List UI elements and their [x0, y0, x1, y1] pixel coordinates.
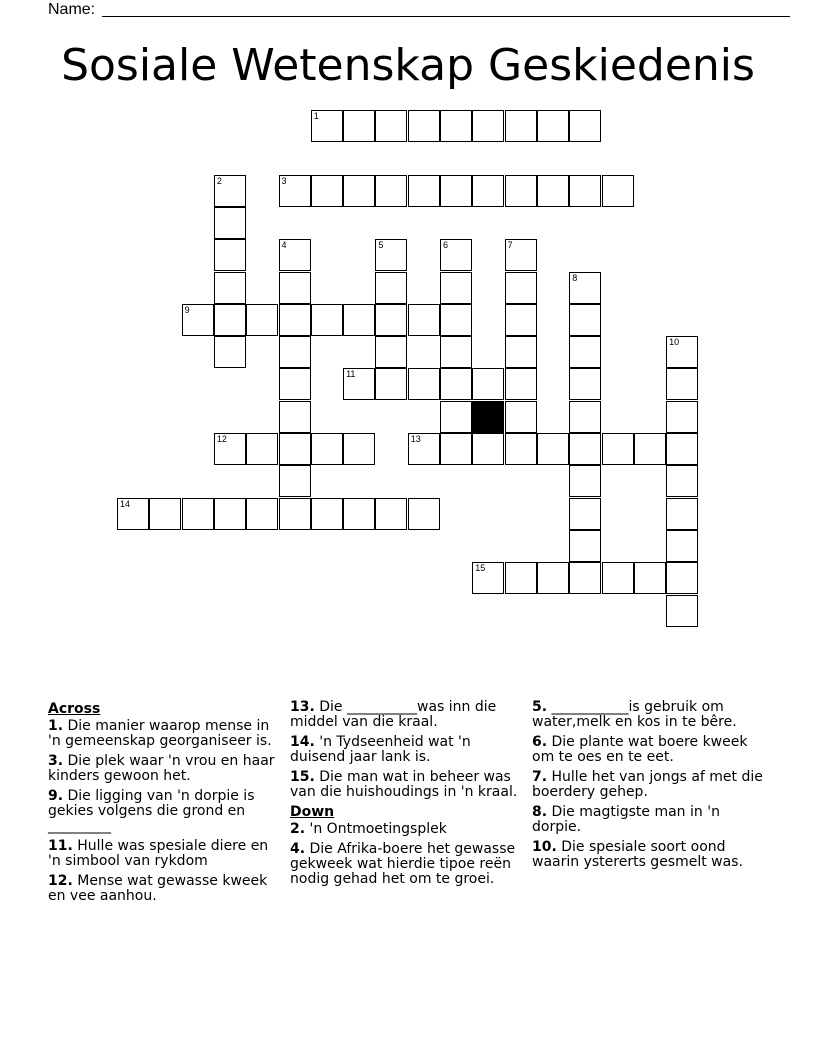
black-square — [472, 401, 504, 433]
clue-number: 14. — [290, 734, 315, 750]
clue-item — [290, 700, 522, 730]
crossword-cell[interactable] — [569, 498, 601, 530]
crossword-cell[interactable] — [408, 498, 440, 530]
clue-item — [290, 770, 522, 800]
clue-number: 5. — [532, 699, 548, 715]
crossword-cell[interactable] — [279, 272, 311, 304]
crossword-cell[interactable] — [440, 304, 472, 336]
page-title: Sosiale Wetenskap Geskiedenis — [61, 40, 755, 91]
clue-text: Hulle was spesiale diere en 'n simbool van rykdom — [48, 838, 273, 869]
clue-number: 1. — [48, 718, 64, 734]
crossword-cell[interactable] — [214, 207, 246, 239]
clue-text: Die magtigste man in 'n dorpie. — [532, 804, 725, 835]
clue-number: 7. — [532, 769, 548, 785]
clue-text: Die plek waar 'n vrou en haar kinders gewoon het. — [48, 753, 279, 784]
crossword-cell[interactable] — [182, 498, 214, 530]
crossword-cell[interactable] — [214, 175, 246, 207]
clue-number: 15. — [290, 769, 315, 785]
crossword-cell[interactable] — [569, 368, 601, 400]
crossword-cell[interactable] — [214, 304, 246, 336]
cell-number: 13 — [410, 434, 421, 444]
crossword-cell[interactable] — [666, 530, 698, 562]
crossword-cell[interactable] — [569, 465, 601, 497]
clues-column-2 — [290, 700, 522, 892]
clue-number: 4. — [290, 841, 306, 857]
crossword-cell[interactable] — [182, 304, 214, 336]
crossword-cell[interactable] — [440, 272, 472, 304]
crossword-cell[interactable] — [279, 239, 311, 271]
across-heading: Across — [48, 701, 101, 717]
crossword-cell[interactable] — [537, 433, 569, 465]
crossword-cell[interactable] — [440, 175, 472, 207]
crossword-cell[interactable] — [343, 304, 375, 336]
clue-number: 13. — [290, 699, 315, 715]
clue-number: 9. — [48, 788, 64, 804]
crossword-cell[interactable] — [569, 272, 601, 304]
crossword-cell[interactable] — [666, 562, 698, 594]
crossword-cell[interactable] — [246, 304, 278, 336]
crossword-cell[interactable] — [569, 110, 601, 142]
crossword-cell[interactable] — [440, 433, 472, 465]
crossword-cell[interactable] — [634, 433, 666, 465]
crossword-cell[interactable] — [375, 336, 407, 368]
clue-text: Hulle het van jongs af met die boerdery gehep. — [532, 769, 768, 800]
crossword-cell[interactable] — [440, 110, 472, 142]
crossword-cell[interactable] — [279, 401, 311, 433]
crossword-cell[interactable] — [246, 433, 278, 465]
crossword-cell[interactable] — [602, 175, 634, 207]
crossword-cell[interactable] — [634, 562, 666, 594]
clue-item — [48, 789, 280, 834]
crossword-cell[interactable] — [666, 401, 698, 433]
crossword-cell[interactable] — [214, 498, 246, 530]
clue-number: 6. — [532, 734, 548, 750]
cell-number: 12 — [216, 434, 227, 444]
crossword-cell[interactable] — [505, 110, 537, 142]
crossword-cell[interactable] — [408, 304, 440, 336]
crossword-cell[interactable] — [311, 110, 343, 142]
down-heading: Down — [290, 804, 335, 820]
clue-text: Die __________was inn die middel van die kraal. — [290, 699, 501, 730]
crossword-cell[interactable] — [537, 562, 569, 594]
cell-number: 5 — [378, 240, 384, 251]
crossword-cell[interactable] — [149, 498, 181, 530]
clue-text: Mense wat gewasse kweek en vee aanhou. — [48, 873, 272, 904]
crossword-cell[interactable] — [569, 401, 601, 433]
crossword-cell[interactable] — [602, 562, 634, 594]
cell-number: 3 — [281, 175, 287, 186]
crossword-cell[interactable] — [343, 175, 375, 207]
crossword-cell[interactable] — [440, 401, 472, 433]
crossword-cell[interactable] — [472, 562, 504, 594]
crossword-cell[interactable] — [408, 110, 440, 142]
crossword-cell[interactable] — [343, 110, 375, 142]
clue-text: Die man wat in beheer was van die huishoudings in 'n kraal. — [290, 769, 518, 800]
crossword-cell[interactable] — [666, 336, 698, 368]
crossword-cell[interactable] — [246, 498, 278, 530]
crossword-cell[interactable] — [505, 175, 537, 207]
crossword-cell[interactable] — [311, 175, 343, 207]
cell-number: 1 — [313, 111, 319, 121]
clues-section — [48, 700, 778, 1000]
crossword-cell[interactable] — [505, 368, 537, 400]
crossword-cell[interactable] — [214, 239, 246, 271]
crossword-cell[interactable] — [505, 304, 537, 336]
crossword-cell[interactable] — [408, 175, 440, 207]
clue-text: Die ligging van 'n dorpie is gekies volgens die grond en _________ — [48, 788, 259, 834]
clue-item — [532, 735, 764, 765]
crossword-cell[interactable] — [117, 498, 149, 530]
cell-number: 6 — [443, 240, 449, 251]
crossword-cell[interactable] — [472, 433, 504, 465]
crossword-cell[interactable] — [214, 433, 246, 465]
cell-number: 14 — [120, 498, 131, 509]
crossword-cell[interactable] — [537, 110, 569, 142]
crossword-cell[interactable] — [375, 110, 407, 142]
crossword-cell[interactable] — [311, 433, 343, 465]
cell-number: 11 — [346, 369, 356, 380]
clue-number: 2. — [290, 821, 306, 837]
clue-text: Die Afrika-boere het gewasse gekweek wat hierdie tipoe reën nodig gehad het om te groei. — [290, 841, 520, 887]
clue-item — [290, 735, 522, 765]
crossword-cell[interactable] — [666, 595, 698, 627]
clue-number: 11. — [48, 838, 73, 854]
crossword-cell[interactable] — [440, 239, 472, 271]
crossword-cell[interactable] — [311, 498, 343, 530]
clue-item — [290, 822, 522, 837]
crossword-cell[interactable] — [569, 304, 601, 336]
clues-column-3 — [532, 699, 768, 875]
crossword-cell[interactable] — [343, 498, 375, 530]
crossword-cell[interactable] — [505, 239, 537, 271]
crossword-cell[interactable] — [569, 562, 601, 594]
crossword-cell[interactable] — [279, 368, 311, 400]
clue-text: Die manier waarop mense in 'n gemeenskap georganiseer is. — [48, 718, 274, 749]
cell-number: 10 — [669, 337, 680, 348]
clue-item — [532, 700, 764, 730]
crossword-cell[interactable] — [343, 433, 375, 465]
crossword-cell[interactable] — [214, 272, 246, 304]
crossword-cell[interactable] — [375, 272, 407, 304]
cell-number: 8 — [572, 272, 578, 283]
clue-item — [290, 842, 522, 887]
crossword-cell[interactable] — [375, 175, 407, 207]
clue-item — [48, 874, 280, 904]
crossword-cell[interactable] — [472, 368, 504, 400]
crossword-cell[interactable] — [279, 465, 311, 497]
crossword-cell[interactable] — [602, 433, 634, 465]
crossword-cell[interactable] — [569, 530, 601, 562]
crossword-cell[interactable] — [279, 304, 311, 336]
crossword-cell[interactable] — [569, 433, 601, 465]
clue-number: 12. — [48, 873, 73, 889]
crossword-cell[interactable] — [279, 175, 311, 207]
crossword-cell[interactable] — [569, 336, 601, 368]
crossword-cell[interactable] — [214, 336, 246, 368]
crossword-cell[interactable] — [279, 498, 311, 530]
name-label: Name: — [48, 1, 96, 18]
crossword-cell[interactable] — [311, 304, 343, 336]
crossword-cell[interactable] — [666, 465, 698, 497]
clue-text: 'n Tydseenheid wat 'n duisend jaar lank is. — [290, 734, 476, 765]
cell-number: 2 — [216, 175, 222, 186]
crossword-cell[interactable] — [505, 272, 537, 304]
crossword-cell[interactable] — [375, 304, 407, 336]
crossword-cell[interactable] — [440, 336, 472, 368]
crossword-cell[interactable] — [440, 368, 472, 400]
crossword-cell[interactable] — [505, 401, 537, 433]
crossword-cell[interactable] — [505, 433, 537, 465]
crossword-cell[interactable] — [375, 498, 407, 530]
cell-number: 15 — [475, 563, 486, 574]
clues-column-1 — [48, 700, 280, 909]
clue-item — [48, 719, 280, 749]
clue-item — [532, 805, 764, 835]
crossword-cell[interactable] — [375, 239, 407, 271]
crossword-cell[interactable] — [505, 562, 537, 594]
crossword-cell[interactable] — [569, 175, 601, 207]
clue-number: 8. — [532, 804, 548, 820]
crossword-cell[interactable] — [279, 433, 311, 465]
clue-text: Die plante wat boere kweek om te oes en te eet. — [532, 734, 752, 765]
crossword-cell[interactable] — [666, 368, 698, 400]
crossword-cell[interactable] — [408, 368, 440, 400]
crossword-cell[interactable] — [279, 336, 311, 368]
clue-item — [48, 839, 280, 869]
crossword-cell[interactable] — [537, 175, 569, 207]
clue-text: ___________is gebruik om water,melk en kos in te bêre. — [532, 699, 737, 730]
clue-item — [48, 754, 280, 784]
clue-text: 'n Ontmoetingsplek — [305, 821, 447, 837]
cell-number: 7 — [507, 240, 513, 251]
crossword-cell[interactable] — [472, 175, 504, 207]
crossword-cell[interactable] — [472, 110, 504, 142]
crossword-cell[interactable] — [375, 368, 407, 400]
clue-text: Die spesiale soort oond waarin ystererts gesmelt was. — [532, 839, 743, 870]
crossword-cell[interactable] — [343, 368, 375, 400]
cell-number: 4 — [281, 240, 287, 251]
clue-number: 10. — [532, 839, 557, 855]
clue-number: 3. — [48, 753, 64, 769]
cell-number: 9 — [184, 304, 190, 315]
clue-item — [532, 840, 764, 870]
crossword-cell[interactable] — [408, 433, 440, 465]
clue-item — [532, 769, 768, 800]
crossword-cell[interactable] — [666, 433, 698, 465]
crossword-cell[interactable] — [505, 336, 537, 368]
crossword-cell[interactable] — [666, 498, 698, 530]
